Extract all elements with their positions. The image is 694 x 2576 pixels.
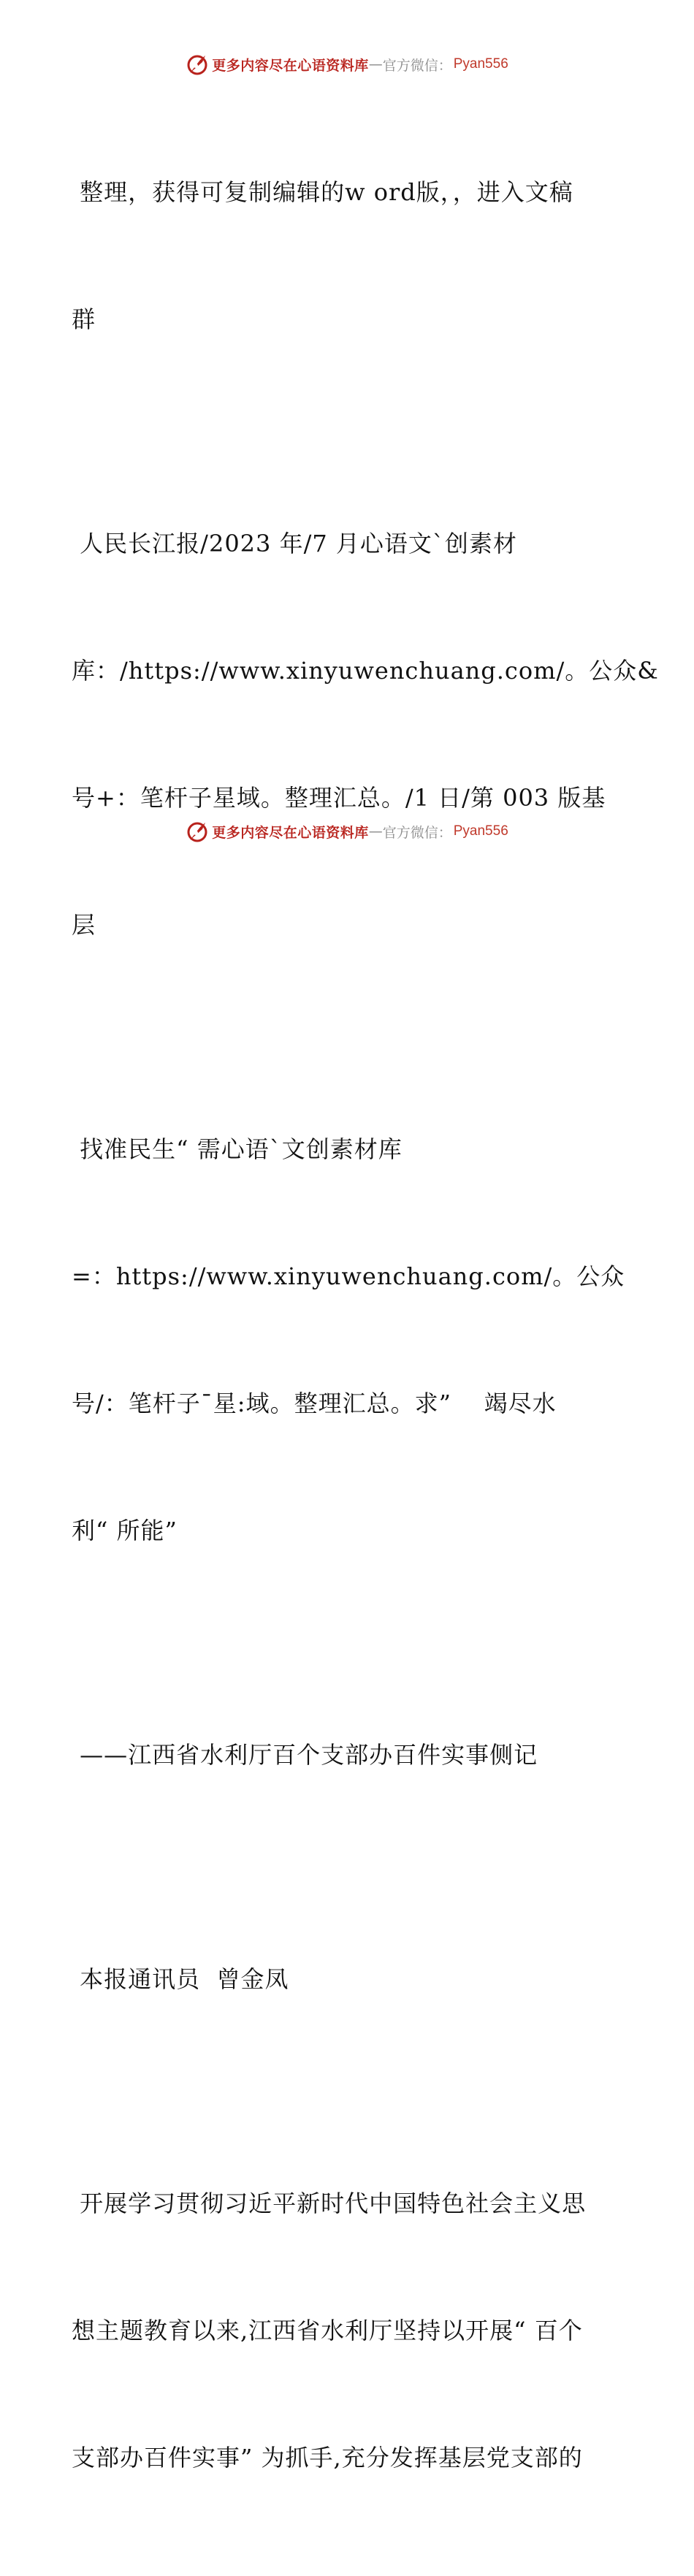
watermark-text: 更多内容尽在心语资料库 [212, 824, 369, 841]
text-line: 想主题教育以来,江西省水利厅坚持以开展“ 百个 [72, 2317, 583, 2344]
paragraph-2 [72, 438, 659, 1031]
watermark-wechat-label: 官方微信： [382, 824, 452, 841]
text-line: ——江西省水利厅百个支部办百件实事侧记 [72, 1741, 538, 1769]
text-line: 支部办百件实事” 为抓手,充分发挥基层党支部的 [72, 2444, 583, 2472]
watermark-wechat-label: 官方微信： [382, 57, 452, 74]
text-line: 找准民生“ 需心语`文创素材库 [72, 1135, 403, 1163]
watermark-text: 更多内容尽在心语资料库 [212, 57, 369, 74]
quill-logo-icon [186, 53, 209, 76]
text-line: 开展学习贯彻习近平新时代中国特色社会主义思 [72, 2190, 587, 2217]
text-line: 利“ 所能” [72, 1517, 178, 1544]
paragraph-3 [72, 1043, 627, 1636]
watermark-banner-bottom [0, 820, 694, 843]
watermark-wechat-id: Pyan556 [453, 823, 508, 839]
watermark-wechat-id: Pyan556 [453, 56, 508, 72]
watermark-banner-top [0, 53, 694, 76]
paragraph-body [72, 2097, 627, 2564]
paragraph-1 [72, 86, 627, 425]
article-subtitle [72, 1649, 627, 1861]
text-line: 号/：笔杆子¯星:域。整理汇总。求” 竭尽水 [72, 1390, 557, 1417]
text-line: =：https://www.xinyuwenchuang.com/。公众 [72, 1262, 625, 1290]
text-line: 号+：笔杆子星域。整理汇总。/1 日/第 003 版基 [72, 784, 606, 812]
text-line: 整理，获得可复制编辑的w ord版，，进入文稿 [72, 178, 573, 206]
article-byline [72, 1873, 627, 2085]
text-line: 群 [72, 305, 96, 333]
text-line: 本报通讯员 曾金凤 [72, 1965, 289, 1993]
text-line: 层 [72, 911, 96, 939]
text-line: 人民长江报/2023 年/7 月心语文`创素材 [72, 530, 517, 557]
text-line: 库：/https://www.xinyuwenchuang.com/。公众& [72, 657, 659, 685]
watermark-dash: — [368, 56, 383, 72]
quill-logo-icon [186, 820, 209, 843]
watermark-dash: — [368, 823, 383, 839]
document-body [72, 86, 659, 2576]
